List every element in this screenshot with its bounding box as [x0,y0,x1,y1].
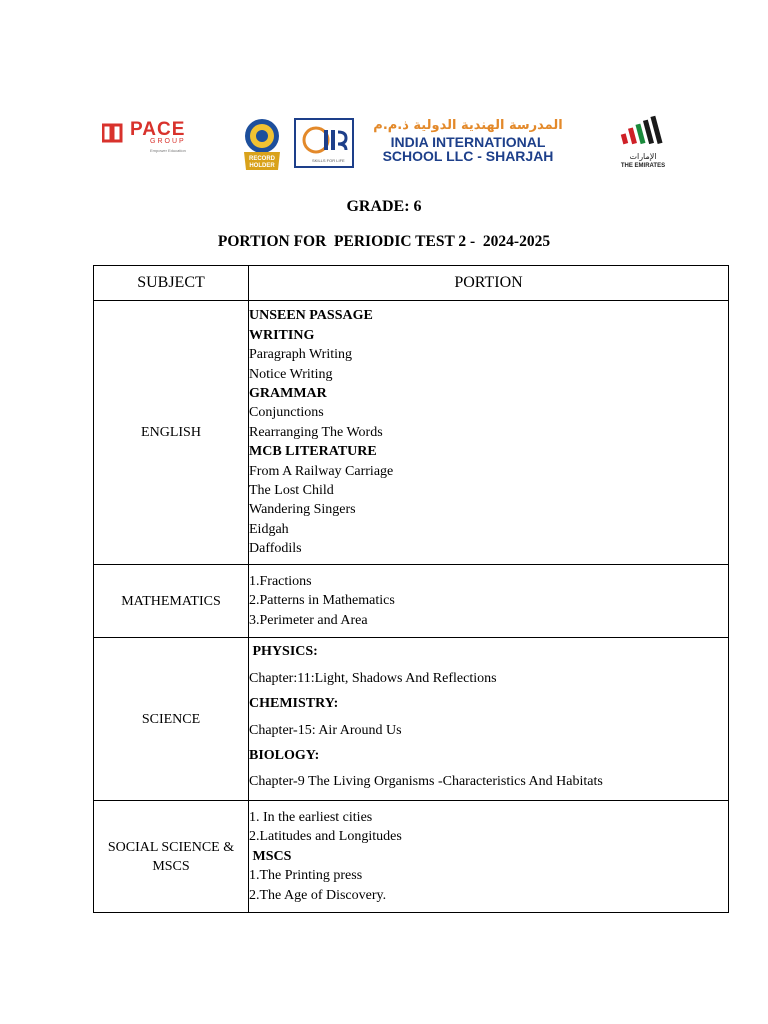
chemistry-chapter: Chapter-15: Air Around Us [249,722,402,738]
portion-english [249,301,729,565]
guinness-record-logo [240,116,284,172]
school-name-english [362,135,574,163]
emirates-bars-icon [612,112,672,152]
portion-mathematics [249,565,729,638]
portion-line: 1.The Printing press [249,868,363,884]
school-name-line2: SCHOOL LLC - SHARJAH [382,148,554,164]
header-subject: SUBJECT [94,266,249,301]
school-name-arabic: المدرسة الهندية الدولية ذ.م.م [373,118,563,133]
portion-table [93,265,729,913]
table-row [94,301,729,565]
portion-line: 1.Fractions [249,573,312,589]
portion-line: The Lost Child [249,483,334,499]
portion-line: Wandering Singers [249,502,356,518]
school-name-line1: INDIA INTERNATIONAL [390,134,546,150]
portion-line: 2.The Age of Discovery. [249,887,387,903]
header-portion: PORTION [249,266,729,301]
emirates-english: THE EMIRATES [620,163,666,169]
portion-line: 2.Patterns in Mathematics [249,593,395,609]
portion-line: Paragraph Writing [249,347,352,363]
pace-mark-icon [102,122,132,144]
pace-group-logo [100,120,218,160]
portion-line: Notice Writing [249,366,333,382]
portion-line: Eidgah [249,521,289,537]
subject-mathematics: MATHEMATICS [94,565,249,638]
portion-line: 3.Perimeter and Area [249,612,368,628]
portion-line: 1. In the earliest cities [249,809,373,825]
guinness-text: RECORD HOLDER [248,156,275,169]
subject-social-line1: SOCIAL SCIENCE & [107,839,235,855]
portion-line: MSCS [249,848,292,864]
portion-line: Rearranging The Words [249,424,383,440]
portion-line: WRITING [249,327,315,343]
table-header-row [94,266,729,301]
portion-line: 2.Latitudes and Longitudes [249,829,402,845]
biology-heading: BIOLOGY: [249,747,320,763]
pace-tagline: Empower Education [150,148,186,153]
physics-chapter: Chapter:11:Light, Shadows And Reflections [249,670,497,686]
biology-chapter: Chapter-9 The Living Organisms -Characteristics And Habitats [249,774,603,790]
grade-heading: GRADE: 6 [346,198,422,215]
table-row [94,638,729,801]
physics-heading: PHYSICS: [249,644,318,660]
table-row [94,801,729,913]
portion-title: PORTION FOR PERIODIC TEST 2 - 2024-2025 [217,233,551,250]
portion-line: UNSEEN PASSAGE [249,308,373,324]
iis-tagline: SKILLS FOR LIFE [312,158,345,163]
portion-line: GRAMMAR [249,385,327,401]
pace-name: PACE [130,119,186,140]
subject-english: ENGLISH [94,301,249,565]
portion-line: Daffodils [249,541,302,557]
subject-social-science [94,801,249,913]
portion-science [249,638,729,801]
portion-line: MCB LITERATURE [249,444,377,460]
iis-logo [294,118,354,168]
subject-social-line2: MSCS [152,858,190,874]
pace-sub: GROUP [150,138,186,145]
chemistry-heading: CHEMISTRY: [249,696,339,712]
portion-line: Conjunctions [249,405,324,421]
table-row [94,565,729,638]
header-logos [100,108,680,178]
portion-social-science [249,801,729,913]
emirates-arabic: الإمارات [629,152,657,161]
portion-line: From A Railway Carriage [249,463,394,479]
subject-science: SCIENCE [94,638,249,801]
